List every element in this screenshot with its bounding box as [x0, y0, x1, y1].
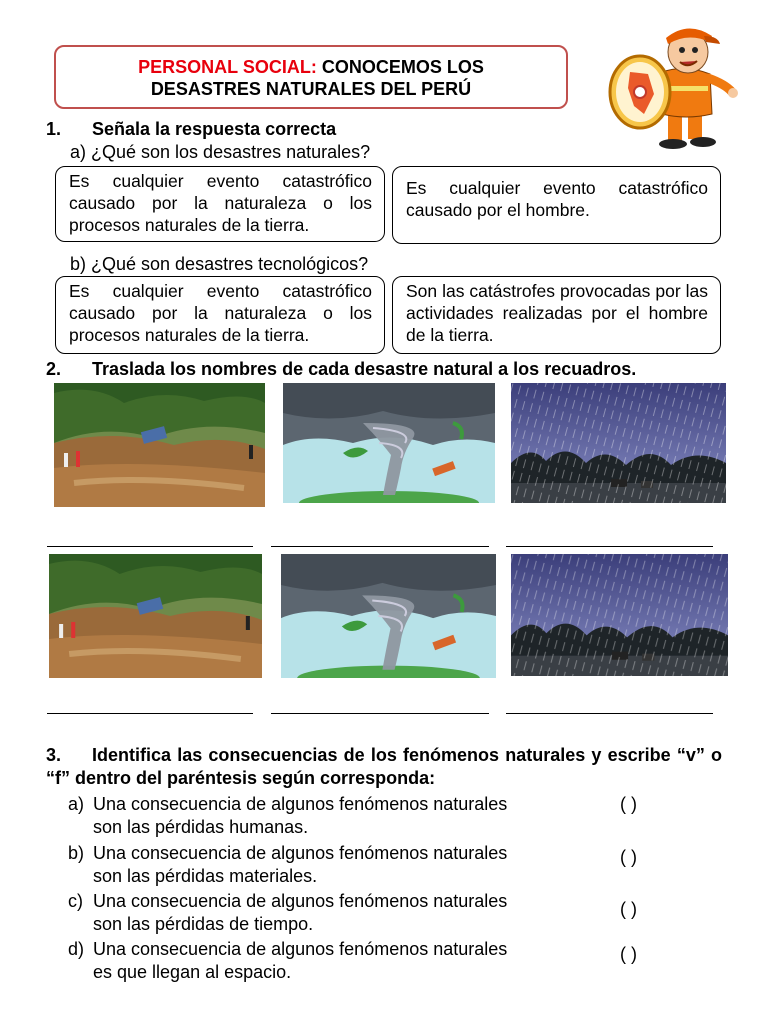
tf-answer-a[interactable]: ( ): [620, 794, 637, 814]
tf-item-text: son las pérdidas materiales.: [93, 866, 318, 886]
answer-option-1a-right[interactable]: Es cualquier evento catastrófico causado por el hombre.: [392, 166, 721, 244]
answer-blank-1[interactable]: [47, 546, 253, 547]
answer-option-1b-right[interactable]: Son las catástrofes provocadas por las actividades realizadas por el hombre de la tierra.: [392, 276, 721, 354]
tf-item-text: Una consecuencia de algunos fenómenos naturales: [93, 939, 508, 959]
answer-blank-5[interactable]: [271, 713, 489, 714]
tf-item-text: son las pérdidas humanas.: [93, 817, 309, 837]
title-box: [54, 45, 568, 109]
question-1-title: Señala la respuesta correcta: [92, 119, 337, 139]
heavy-rain-image-2: [511, 554, 728, 676]
answer-blank-6[interactable]: [506, 713, 713, 714]
tf-item-text: Una consecuencia de algunos fenómenos naturales: [93, 843, 508, 863]
tf-item-text: Una consecuencia de algunos fenómenos naturales: [93, 794, 508, 814]
question-1b-text: b) ¿Qué son desastres tecnológicos?: [70, 254, 369, 274]
tf-answer-b[interactable]: ( ): [620, 847, 637, 867]
question-1a-text: a) ¿Qué son los desastres naturales?: [70, 142, 371, 162]
tf-answer-d[interactable]: ( ): [620, 944, 637, 964]
answer-blank-4[interactable]: [47, 713, 253, 714]
landslide-image: [54, 383, 265, 507]
tornado-image: [283, 383, 495, 503]
tf-item-letter: a): [68, 794, 85, 814]
tf-item-text: es que llegan al espacio.: [93, 962, 292, 982]
civil-defense-mascot-image: [600, 14, 740, 154]
tf-item-text: Una consecuencia de algunos fenómenos naturales: [93, 891, 508, 911]
question-3-title: Identifica las consecuencias de los fenómenos naturales y escribe “v” o “f” dentro del paréntesis según corresponda:: [46, 745, 722, 788]
question-1-number: 1.: [46, 119, 62, 139]
title-line-2: DESASTRES NATURALES DEL PERÚ: [150, 79, 472, 99]
tf-item-letter: d): [68, 939, 85, 959]
question-1-heading: [46, 118, 336, 140]
tf-item-letter: c): [68, 891, 83, 911]
question-2-heading: [46, 358, 636, 380]
tornado-image-2: [281, 554, 496, 678]
subject-label: PERSONAL SOCIAL:: [138, 57, 317, 77]
question-3-heading: [46, 744, 722, 790]
landslide-image-2: [49, 554, 262, 678]
question-3-number: 3.: [46, 745, 62, 765]
tf-answer-c[interactable]: ( ): [620, 899, 637, 919]
tf-item-text: son las pérdidas de tiempo.: [93, 914, 314, 934]
answer-option-1b-left[interactable]: Es cualquier evento catastrófico causado por la naturaleza o los procesos naturales de la tierra.: [55, 276, 385, 354]
title-line-1: CONOCEMOS LOS: [321, 57, 484, 77]
answer-option-1a-left[interactable]: Es cualquier evento catastrófico causado por la naturaleza o los procesos naturales de la tierra.: [55, 166, 385, 242]
answer-blank-2[interactable]: [271, 546, 489, 547]
question-2-number: 2.: [46, 359, 62, 379]
question-2-title: Traslada los nombres de cada desastre natural a los recuadros.: [92, 359, 637, 379]
tf-item-letter: b): [68, 843, 85, 863]
answer-blank-3[interactable]: [506, 546, 713, 547]
heavy-rain-image: [511, 383, 726, 503]
